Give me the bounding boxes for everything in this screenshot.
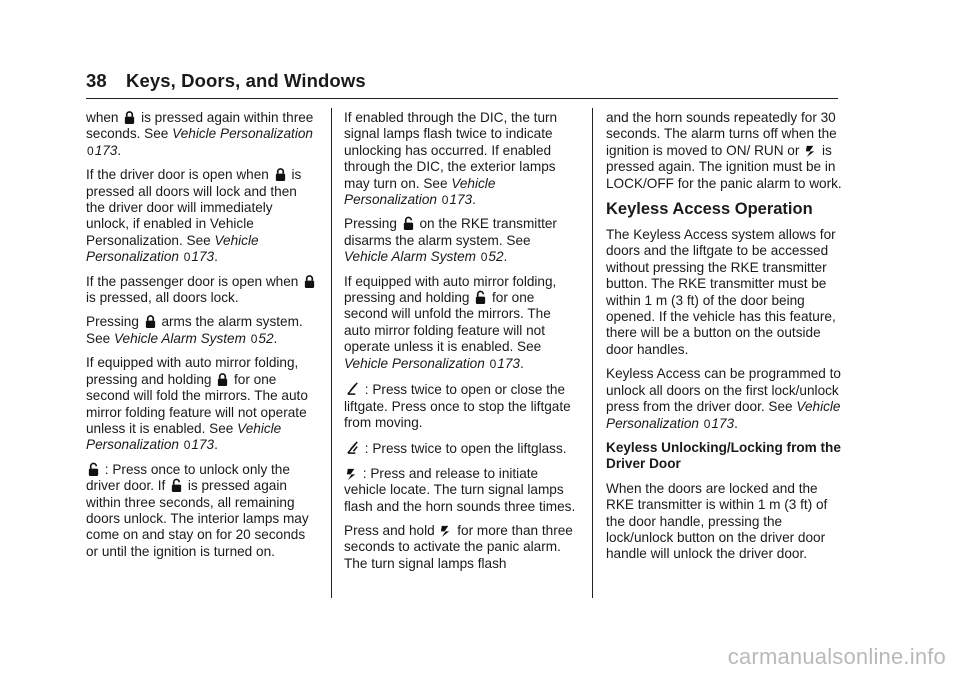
page-reference-icon: 0 xyxy=(250,331,258,346)
text: If enabled through the DIC, the turn signal lamps flash twice to indicate unlocking has occurred. If enabled through the DIC, the exterior lamps may turn on. See xyxy=(344,110,558,191)
text: is pressed again within three seconds, all remaining doors unlock. The interior lamps may come on and stay on for 20 seconds or until the ignition is turned on. xyxy=(86,478,309,559)
paragraph xyxy=(86,314,318,347)
text: : xyxy=(362,465,367,481)
page-reference-icon: 0 xyxy=(703,416,711,431)
text: when xyxy=(86,110,119,125)
paragraph xyxy=(86,274,318,307)
text: 173 xyxy=(449,192,473,208)
text: If equipped with auto mirror folding, pressing and holding xyxy=(344,273,557,306)
text: 52 xyxy=(258,330,274,346)
page-number: 38 xyxy=(86,70,107,91)
text: . xyxy=(214,249,218,265)
paragraph xyxy=(86,110,318,159)
lock-icon xyxy=(216,372,229,387)
text: Press and hold xyxy=(344,522,435,538)
page-reference-icon: 0 xyxy=(183,250,191,265)
text: Vehicle Personalization xyxy=(344,175,496,208)
text: for more than three seconds to activate the panic alarm. The turn signal lamps flash xyxy=(344,522,573,571)
text: is pressed all doors will lock and then the driver door will immediately unlock, if enabled in Vehicle Personalization. See xyxy=(86,167,302,248)
text: Keyless Access can be programmed to unlock all doors on the first lock/unlock press from the driver door. See xyxy=(606,366,841,415)
unlock-icon xyxy=(402,216,415,231)
paragraph xyxy=(344,274,578,372)
column-1 xyxy=(86,110,318,568)
text: . xyxy=(273,330,278,346)
text: Vehicle Alarm System xyxy=(344,249,476,265)
text: Press twice to open or close the liftgate. Press once to stop the liftgate from moving. xyxy=(344,382,571,430)
cross-reference-link[interactable] xyxy=(344,249,504,264)
paragraph xyxy=(344,380,578,431)
page-header xyxy=(86,70,838,92)
page-reference-icon: 0 xyxy=(87,143,94,158)
text: Press once to unlock only the driver door. If xyxy=(86,461,290,494)
page-reference-icon: 0 xyxy=(183,438,191,453)
text: . xyxy=(519,355,524,371)
section-title: Keys, Doors, and Windows xyxy=(126,70,366,91)
paragraph xyxy=(344,439,578,457)
page-reference-icon: 0 xyxy=(441,193,449,208)
paragraph xyxy=(86,167,318,265)
text: Press and release to initiate vehicle locate. The turn signal lamps flash and the horn sounds three times. xyxy=(344,465,576,514)
vehicle-locate-panic-icon xyxy=(439,523,452,538)
liftgate-icon xyxy=(345,380,360,397)
text: Vehicle Alarm System xyxy=(113,330,246,346)
unlock-icon xyxy=(87,462,100,477)
vehicle-locate-panic-icon xyxy=(804,143,817,158)
text: . xyxy=(503,249,508,265)
watermark: carmanualsonline.info xyxy=(727,644,946,669)
subsection-heading: Keyless Unlocking/Locking from the Driver Door xyxy=(606,439,841,472)
text: Vehicle Personalization xyxy=(172,126,313,142)
text: . xyxy=(214,437,218,453)
text: Vehicle Personalization xyxy=(86,420,282,453)
column-divider-1 xyxy=(331,108,332,598)
text: 173 xyxy=(497,355,520,371)
text: and the horn sounds repeatedly for 30 seconds. The alarm turns off when the ignition is moved to ON/ RUN or xyxy=(606,110,837,158)
cross-reference-link[interactable] xyxy=(344,356,520,371)
text: If the passenger door is open when xyxy=(86,273,299,289)
text: 173 xyxy=(191,249,215,265)
column-2 xyxy=(344,110,578,580)
text: 173 xyxy=(711,415,735,431)
paragraph xyxy=(344,466,578,515)
paragraph xyxy=(86,462,318,560)
lock-icon xyxy=(274,167,287,182)
column-3 xyxy=(606,110,842,571)
liftglass-icon xyxy=(345,439,360,456)
vehicle-locate-panic-icon xyxy=(345,466,358,481)
text: 173 xyxy=(191,437,215,453)
paragraph: The Keyless Access system allows for doors and the liftgate to be accessed without pressing the RKE transmitter button. The RKE transmitter must be within 1 m (3 ft) of the door being opened. If the vehicle has this feature, there will be a button on the outside door handles. xyxy=(606,227,836,357)
page-reference-icon: 0 xyxy=(480,250,488,265)
lock-icon xyxy=(144,314,157,329)
text: If the driver door is open when xyxy=(86,167,269,183)
unlock-icon xyxy=(474,290,487,305)
text: Vehicle Personalization xyxy=(344,355,485,371)
text: Press twice to open the liftglass. xyxy=(372,441,567,457)
paragraph xyxy=(86,355,318,453)
page-reference-icon: 0 xyxy=(489,356,497,371)
text: : xyxy=(364,382,369,398)
header-rule xyxy=(86,98,838,99)
paragraph xyxy=(344,523,578,572)
lock-icon xyxy=(123,110,136,125)
text: is pressed again. The ignition must be in LOCK/OFF for the panic alarm to work. xyxy=(606,142,842,191)
paragraph xyxy=(344,216,578,265)
text: Vehicle Personalization xyxy=(606,399,841,431)
text: for one second will fold the mirrors. The auto mirror folding feature will not operate unless it is enabled. See xyxy=(86,371,308,436)
text: . xyxy=(472,192,476,208)
paragraph: When the doors are locked and the RKE transmitter is within 1 m (3 ft) of the door handle, pressing the lock/unlock button on the driver door handle will unlock the driver door. xyxy=(606,480,828,562)
lock-icon xyxy=(303,274,316,289)
unlock-icon xyxy=(170,478,183,493)
paragraph xyxy=(606,110,842,192)
text: 52 xyxy=(488,249,504,265)
text: is pressed again within three seconds. See xyxy=(86,110,314,142)
text: : xyxy=(364,441,369,457)
text: . xyxy=(734,415,738,431)
text: Vehicle Personalization xyxy=(86,232,259,265)
text: arms the alarm system. See xyxy=(86,314,303,346)
text: for one second will unfold the mirrors. The auto mirror folding feature will not operate unless it is enabled. See xyxy=(344,290,551,355)
cross-reference-link[interactable] xyxy=(114,331,274,346)
paragraph xyxy=(606,366,842,432)
section-heading: Keyless Access Operation xyxy=(606,200,813,219)
text: on the RKE transmitter disarms the alarm system. See xyxy=(344,216,557,248)
text: . xyxy=(117,142,122,158)
text: : xyxy=(104,461,109,477)
text: Pressing xyxy=(344,216,397,232)
text: Pressing xyxy=(86,314,139,330)
text: is pressed, all doors lock. xyxy=(86,290,239,306)
column-divider-2 xyxy=(592,108,593,598)
paragraph xyxy=(344,110,578,208)
text: 173 xyxy=(94,142,118,158)
text: If equipped with auto mirror folding, pressing and holding xyxy=(86,355,299,387)
